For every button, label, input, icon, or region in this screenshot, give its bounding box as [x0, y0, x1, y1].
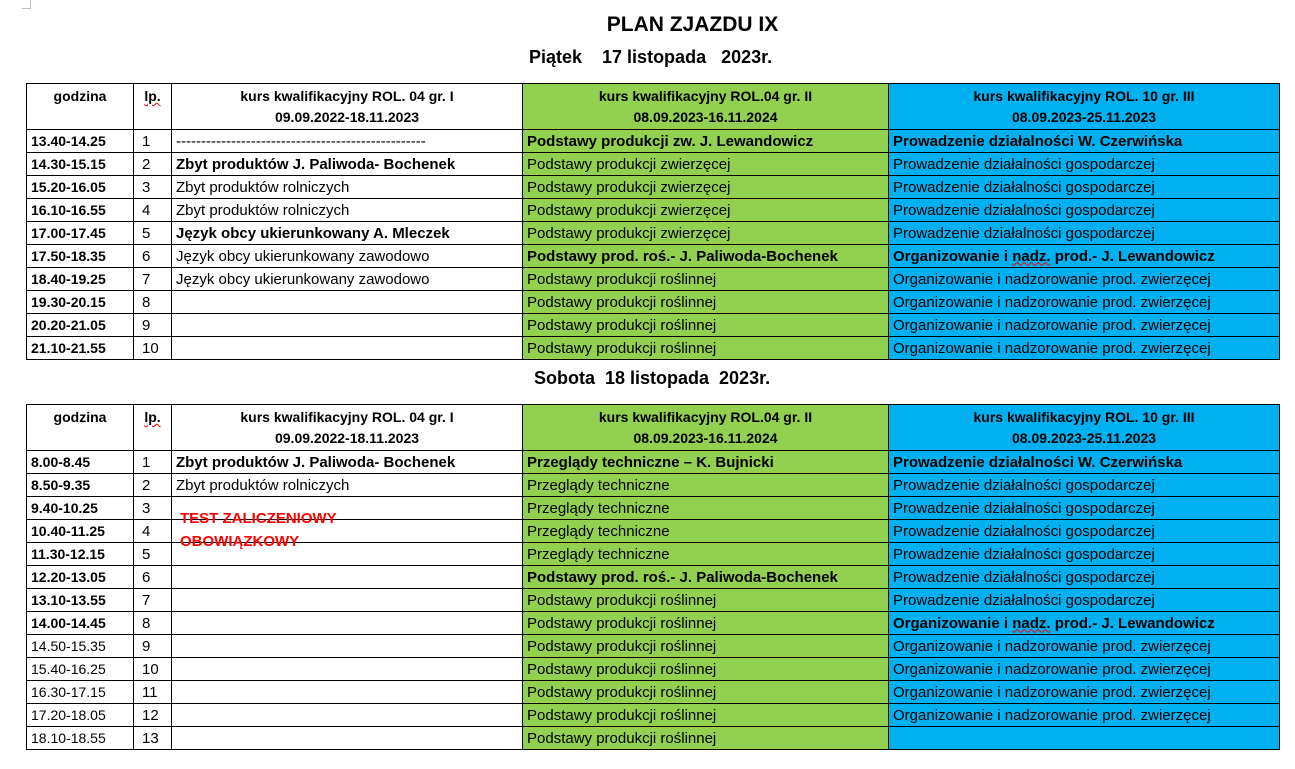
lp-cell: 3: [134, 176, 172, 199]
group1-cell: Zbyt produktów J. Paliwoda- Bochenek: [172, 451, 523, 474]
group3-cell: Prowadzenie działalności gospodarczej: [889, 520, 1280, 543]
time-cell: 15.40-16.25: [27, 658, 134, 681]
group1-cell: [172, 566, 523, 589]
group2-cell: Podstawy produkcji roślinnej: [523, 337, 889, 360]
group1-cell: Zbyt produktów rolniczych: [172, 176, 523, 199]
table-row: [27, 727, 1280, 750]
group1-cell: [172, 314, 523, 337]
group3-cell: Prowadzenie działalności gospodarczej: [889, 474, 1280, 497]
group2-cell: Podstawy produkcji roślinnej: [523, 268, 889, 291]
group1-cell: [172, 337, 523, 360]
time-cell: 18.10-18.55: [27, 727, 134, 750]
group1-cell: [172, 727, 523, 750]
header-col1: [172, 84, 523, 130]
group3-cell: Organizowanie i nadzorowanie prod. zwierzęcej: [889, 314, 1280, 337]
table-row: [27, 658, 1280, 681]
saturday-schedule-table: [26, 404, 1280, 750]
header-col2: [523, 405, 889, 451]
header-row: [27, 84, 1280, 130]
group1-cell: Zbyt produktów J. Paliwoda- Bochenek: [172, 153, 523, 176]
time-cell: 10.40-11.25: [27, 520, 134, 543]
lp-cell: 9: [134, 635, 172, 658]
group1-cell: [172, 497, 523, 550]
group2-cell: Podstawy produkcji zw. J. Lewandowicz: [523, 130, 889, 153]
group3-cell: Prowadzenie działalności gospodarczej: [889, 497, 1280, 520]
time-cell: 17.50-18.35: [27, 245, 134, 268]
lp-cell: 5: [134, 222, 172, 245]
time-cell: 9.40-10.25: [27, 497, 134, 520]
group3-cell: Organizowanie i nadz. prod.- J. Lewandowicz: [889, 245, 1280, 268]
group2-cell: Przeglądy techniczne: [523, 520, 889, 543]
friday-day-label: Piątek 17 listopada 2023r.: [529, 47, 773, 67]
header-col3-dates: 08.09.2023-25.11.2023: [1011, 430, 1157, 446]
table-row: [27, 291, 1280, 314]
group2-cell: Podstawy produkcji roślinnej: [523, 658, 889, 681]
table-row: [27, 176, 1280, 199]
header-row: [27, 405, 1280, 451]
header-col2-dates: 08.09.2023-16.11.2024: [633, 430, 778, 446]
friday-schedule-table: [26, 83, 1280, 360]
table-row: [27, 497, 1280, 520]
lp-cell: 10: [134, 658, 172, 681]
time-cell: 16.10-16.55: [27, 199, 134, 222]
table-row: [27, 451, 1280, 474]
header-col1-dates: 09.09.2022-18.11.2023: [274, 109, 420, 125]
time-cell: 15.20-16.05: [27, 176, 134, 199]
group3-cell: Prowadzenie działalności W. Czerwińska: [889, 451, 1280, 474]
group2-cell: Podstawy produkcji roślinnej: [523, 704, 889, 727]
time-cell: 14.00-14.45: [27, 612, 134, 635]
group1-cell: Język obcy ukierunkowany A. Mleczek: [172, 222, 523, 245]
group2-cell: Podstawy prod. roś.- J. Paliwoda-Bochenek: [523, 566, 889, 589]
group3-cell: Prowadzenie działalności gospodarczej: [889, 222, 1280, 245]
group3-cell: Organizowanie i nadzorowanie prod. zwierzęcej: [889, 268, 1280, 291]
spellcheck-mark: nadz.: [1012, 614, 1051, 632]
header-godzina: godzina: [27, 84, 134, 130]
table-row: [27, 268, 1280, 291]
group3-cell: Organizowanie i nadzorowanie prod. zwierzęcej: [889, 681, 1280, 704]
group1-cell: Zbyt produktów rolniczych: [172, 199, 523, 222]
header-col1-dates: 09.09.2022-18.11.2023: [274, 430, 420, 446]
test-note-line2: OBOWIĄZKOWY: [180, 533, 300, 550]
group3-cell: Organizowanie i nadzorowanie prod. zwierzęcej: [889, 635, 1280, 658]
lp-cell: 6: [134, 566, 172, 589]
table-row: [27, 681, 1280, 704]
group3-cell: Organizowanie i nadzorowanie prod. zwierzęcej: [889, 704, 1280, 727]
lp-cell: 12: [134, 704, 172, 727]
table-row: [27, 199, 1280, 222]
time-cell: 14.30-15.15: [27, 153, 134, 176]
header-col2-dates: 08.09.2023-16.11.2024: [633, 109, 778, 125]
group3-cell: Prowadzenie działalności gospodarczej: [889, 176, 1280, 199]
header-col3: [889, 405, 1280, 451]
group3-cell: Organizowanie i nadzorowanie prod. zwierzęcej: [889, 658, 1280, 681]
table-row: [27, 222, 1280, 245]
lp-cell: 10: [134, 337, 172, 360]
group2-cell: Podstawy produkcji roślinnej: [523, 314, 889, 337]
group3-cell: Prowadzenie działalności gospodarczej: [889, 589, 1280, 612]
group2-cell: Podstawy produkcji zwierzęcej: [523, 199, 889, 222]
lp-cell: 9: [134, 314, 172, 337]
header-col3-dates: 08.09.2023-25.11.2023: [1011, 109, 1157, 125]
group2-cell: Przeglądy techniczne – K. Bujnicki: [523, 451, 889, 474]
table-row: [27, 612, 1280, 635]
lp-cell: 5: [134, 543, 172, 566]
time-cell: 17.00-17.45: [27, 222, 134, 245]
lp-cell: 1: [134, 451, 172, 474]
group2-cell: Podstawy prod. roś.- J. Paliwoda-Bochenek: [523, 245, 889, 268]
group2-cell: Podstawy produkcji roślinnej: [523, 727, 889, 750]
table-row: [27, 337, 1280, 360]
group3-cell: [889, 727, 1280, 750]
table-row: [27, 589, 1280, 612]
table-row: [27, 704, 1280, 727]
test-note-line1: TEST ZALICZENIOWY: [180, 510, 337, 527]
group2-cell: Podstawy produkcji zwierzęcej: [523, 222, 889, 245]
lp-cell: 4: [134, 199, 172, 222]
lp-cell: 2: [134, 474, 172, 497]
group2-cell: Podstawy produkcji zwierzęcej: [523, 176, 889, 199]
time-cell: 8.00-8.45: [27, 451, 134, 474]
header-lp: [134, 84, 172, 130]
group3-cell: Organizowanie i nadz. prod.- J. Lewandowicz: [889, 612, 1280, 635]
group1-cell: Język obcy ukierunkowany zawodowo: [172, 245, 523, 268]
header-lp: [134, 405, 172, 451]
lp-cell: 7: [134, 268, 172, 291]
header-col3-course: kurs kwalifikacyjny ROL. 10 gr. III: [973, 409, 1195, 425]
group2-cell: Przeglądy techniczne: [523, 474, 889, 497]
time-cell: 21.10-21.55: [27, 337, 134, 360]
lp-cell: 8: [134, 612, 172, 635]
header-col1: [172, 405, 523, 451]
saturday-day-label: Sobota 18 listopada 2023r.: [534, 368, 771, 388]
lp-cell: 3: [134, 497, 172, 520]
header-col2-course: kurs kwalifikacyjny ROL.04 gr. II: [598, 409, 813, 425]
header-col3-course: kurs kwalifikacyjny ROL. 10 gr. III: [973, 88, 1195, 104]
table-row: [27, 566, 1280, 589]
group1-cell: Zbyt produktów rolniczych: [172, 474, 523, 497]
group1-cell: Język obcy ukierunkowany zawodowo: [172, 268, 523, 291]
time-cell: 11.30-12.15: [27, 543, 134, 566]
lp-cell: 8: [134, 291, 172, 314]
table-row: [27, 130, 1280, 153]
time-cell: 17.20-18.05: [27, 704, 134, 727]
header-lp-text: lp.: [144, 88, 161, 104]
group1-cell: [172, 635, 523, 658]
group3-cell: Organizowanie i nadzorowanie prod. zwierzęcej: [889, 291, 1280, 314]
lp-cell: 13: [134, 727, 172, 750]
group3-cell: Organizowanie i nadzorowanie prod. zwierzęcej: [889, 337, 1280, 360]
table-row: [27, 635, 1280, 658]
group1-cell: [172, 704, 523, 727]
header-col1-course: kurs kwalifikacyjny ROL. 04 gr. I: [240, 409, 454, 425]
header-col2-course: kurs kwalifikacyjny ROL.04 gr. II: [598, 88, 813, 104]
time-cell: 13.10-13.55: [27, 589, 134, 612]
header-col2: [523, 84, 889, 130]
group3-cell: Prowadzenie działalności gospodarczej: [889, 566, 1280, 589]
header-col1-course: kurs kwalifikacyjny ROL. 04 gr. I: [240, 88, 454, 104]
lp-cell: 2: [134, 153, 172, 176]
group2-cell: Podstawy produkcji zwierzęcej: [523, 153, 889, 176]
group1-cell: [172, 681, 523, 704]
group1-cell: [172, 612, 523, 635]
header-lp-text: lp.: [144, 409, 161, 425]
header-godzina: godzina: [27, 405, 134, 451]
test-note-text: [180, 507, 337, 553]
time-cell: 20.20-21.05: [27, 314, 134, 337]
group2-cell: Przeglądy techniczne: [523, 543, 889, 566]
group2-cell: Przeglądy techniczne: [523, 497, 889, 520]
table-row: [27, 474, 1280, 497]
lp-cell: 11: [134, 681, 172, 704]
time-cell: 13.40-14.25: [27, 130, 134, 153]
group1-cell: [172, 589, 523, 612]
lp-cell: 1: [134, 130, 172, 153]
group2-cell: Podstawy produkcji roślinnej: [523, 635, 889, 658]
group2-cell: Podstawy produkcji roślinnej: [523, 589, 889, 612]
header-col3: [889, 84, 1280, 130]
time-cell: 14.50-15.35: [27, 635, 134, 658]
lp-cell: 7: [134, 589, 172, 612]
group3-cell: Prowadzenie działalności gospodarczej: [889, 153, 1280, 176]
group1-cell: [172, 291, 523, 314]
time-cell: 19.30-20.15: [27, 291, 134, 314]
group3-cell: Prowadzenie działalności gospodarczej: [889, 543, 1280, 566]
table-row: [27, 314, 1280, 337]
group2-cell: Podstawy produkcji roślinnej: [523, 612, 889, 635]
group2-cell: Podstawy produkcji roślinnej: [523, 681, 889, 704]
time-cell: 12.20-13.05: [27, 566, 134, 589]
time-cell: 16.30-17.15: [27, 681, 134, 704]
spellcheck-mark: nadz.: [1012, 247, 1051, 265]
table-row: [27, 153, 1280, 176]
time-cell: 18.40-19.25: [27, 268, 134, 291]
group3-cell: Prowadzenie działalności W. Czerwińska: [889, 130, 1280, 153]
time-cell: 8.50-9.35: [27, 474, 134, 497]
page-title: PLAN ZJAZDU IX: [606, 13, 779, 36]
page-corner-mark: [22, 0, 31, 9]
group2-cell: Podstawy produkcji roślinnej: [523, 291, 889, 314]
lp-cell: 4: [134, 520, 172, 543]
group3-cell: Prowadzenie działalności gospodarczej: [889, 199, 1280, 222]
table-row: [27, 245, 1280, 268]
group1-cell: [172, 658, 523, 681]
lp-cell: 6: [134, 245, 172, 268]
group1-cell: --------------------------------------------------: [172, 130, 523, 153]
